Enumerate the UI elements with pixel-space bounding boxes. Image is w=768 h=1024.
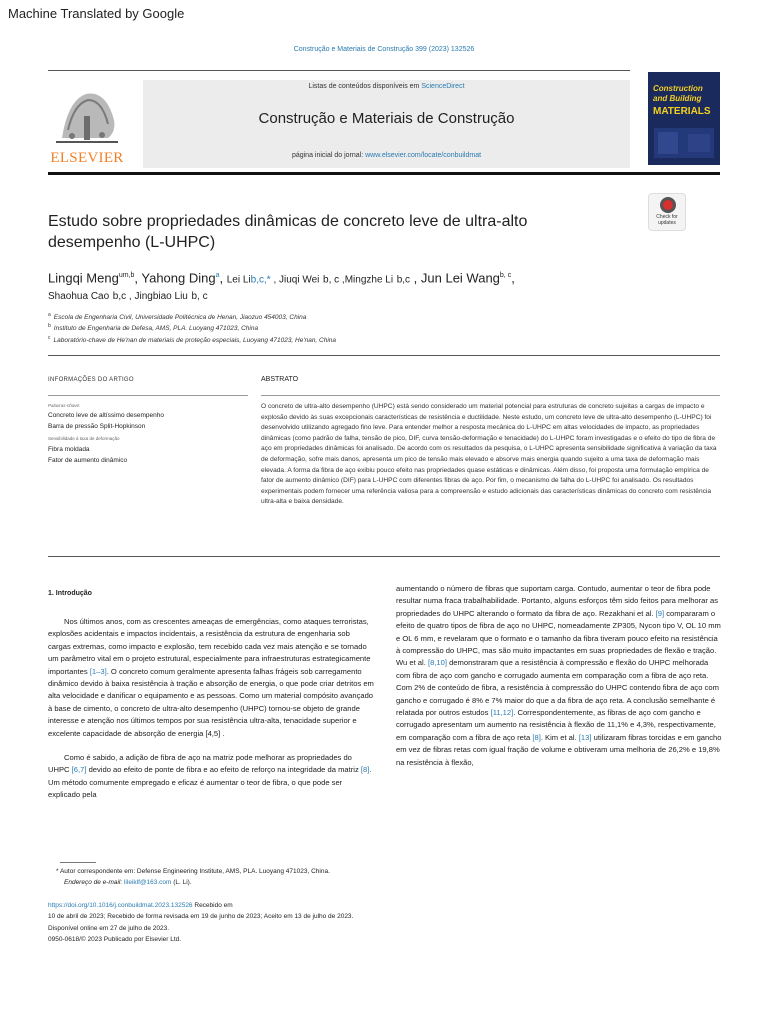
history-dates: 10 de abril de 2023; Recebido de forma revisada em 19 de junho de 2023; Aceito em 13 de julho de 2023. — [48, 913, 354, 921]
author-name[interactable]: Yahong Ding — [141, 270, 216, 286]
journal-homepage — [143, 152, 630, 159]
author-sep: , — [410, 270, 421, 286]
affiliation-text: Instituto de Engenharia de Defesa, AMS, PLA. Luoyang 471023, China — [53, 325, 259, 333]
affiliation-c — [48, 335, 336, 344]
header-thick-rule — [48, 172, 720, 175]
keyword-small-label: Sensibilidade à taxa de deformação — [48, 436, 120, 441]
author-name[interactable]: Lei Li — [226, 274, 251, 286]
author-sep: , — [511, 270, 515, 286]
cover-title-top — [653, 84, 703, 104]
author-name[interactable]: Mingzhe Li — [344, 274, 394, 286]
doi-link[interactable]: https://doi.org/10.1016/j.conbuildmat.2023.132526 — [48, 902, 193, 909]
author-name[interactable]: Jingbiao Liu — [134, 291, 188, 303]
abstract-heading: ABSTRATO — [261, 376, 299, 383]
author-affil-mark: um,b — [118, 272, 135, 279]
left-column — [48, 590, 374, 802]
affiliation-b — [48, 323, 258, 332]
author-list — [48, 268, 628, 304]
journal-header-box — [143, 80, 630, 168]
homepage-prefix: página inicial do jornal: — [291, 152, 364, 159]
check-for-updates-button[interactable] — [648, 193, 686, 231]
citation-link[interactable]: [9] — [655, 608, 665, 618]
intro-paragraph-1 — [48, 616, 374, 740]
author-name[interactable]: Lingqi Meng — [48, 270, 119, 286]
corresponding-author-note: * Autor correspondente em: Defense Engineering Institute, AMS, PLA. Luoyang 471023, China. — [56, 868, 330, 875]
online-date: Disponível online em 27 de julho de 2023. — [48, 924, 170, 932]
keyword-item: Fibra moldada — [48, 446, 90, 453]
author-affil-mark: b,c — [396, 274, 411, 286]
journal-title: Construção e Materiais de Construção — [258, 110, 515, 127]
citation-link[interactable]: [11,12] — [490, 708, 514, 718]
check-updates-icon — [660, 197, 676, 213]
paragraph-text: . Um método comumente empregado e eficaz é aumentar o teor de fibra, o que pode ser explicado pela — [48, 765, 372, 800]
header-rule — [48, 70, 630, 71]
intro-paragraph-3 — [396, 583, 722, 769]
article-title: Estudo sobre propriedades dinâmicas de concreto leve de ultra-alto desempenho (L-UHPC) — [48, 213, 528, 251]
affiliation-a — [48, 312, 306, 321]
keyword-item: Barra de pressão Split-Hopkinson — [48, 423, 146, 430]
check-updates-label — [649, 214, 685, 226]
email-label: Endereço de e-mail: — [64, 879, 123, 886]
right-column — [396, 583, 722, 769]
author-sep: , — [219, 270, 227, 286]
affiliation-mark: a — [48, 312, 51, 318]
affiliation-text: Laboratório-chave de He'nan de materiais de proteção especiais, Luoyang 471023, He'nan, China — [53, 337, 337, 345]
paragraph-text: demonstraram que a resistência à compressão e flexão do UHPC melhorada com fibra de aço com gancho e corrugado aumenta em comparação com a fibra de aço reta. Com 2% de conteúdo de fibra, a resistência à compressão do UHPC contendo fibra de aço com gancho e corrugado é 8% e 7% maior do que a da fibra de aço reta. A conclusão semelhante é relatada por outros estudos — [396, 658, 719, 718]
footnote-rule — [60, 862, 96, 863]
article-info-heading: INFORMAÇÕES DO ARTIGO — [48, 377, 134, 383]
elsevier-wordmark: ELSEVIER — [50, 150, 124, 166]
author-affil-mark[interactable]: b,c,* — [250, 274, 271, 286]
author-sep: , — [270, 274, 280, 286]
citation-link[interactable]: [8] — [532, 732, 541, 742]
citation-link[interactable]: [8,10] — [427, 658, 447, 668]
author-sep: , — [339, 274, 345, 286]
keyword-item: Fator de aumento dinâmico — [48, 457, 128, 464]
author-sep: , — [134, 270, 142, 286]
abstract-rule — [261, 395, 720, 396]
cover-title-main: MATERIALS — [653, 106, 711, 117]
author-affil-mark: b, c — [191, 291, 208, 303]
paragraph-text: . Correspondentemente, as fibras de aço com gancho e corrugado apresentam um aumento na resistência à flexão de 11,1% e 4,3%, respectivamente, em comparação com a fibra de aço reta — [396, 708, 716, 742]
section-heading-intro: 1. Introdução — [48, 590, 92, 597]
email-link[interactable]: lileiklf@163.com — [123, 879, 172, 886]
affiliation-mark: c — [48, 335, 51, 341]
check-updates-line-1: Check for — [656, 214, 678, 220]
doi-line — [48, 900, 448, 911]
copyright-line: 0950-0618/© 2023 Publicado por Elsevier Ltd. — [48, 936, 182, 944]
sciencedirect-link[interactable]: ScienceDirect — [421, 83, 465, 90]
machine-translation-banner: Machine Translated by Google — [8, 6, 185, 21]
journal-cover-image — [648, 72, 720, 165]
email-note — [64, 878, 192, 888]
paragraph-text: devido ao efeito de ponte de fibra e ao efeito de reforço na integridade da matriz — [88, 765, 359, 775]
contents-prefix: Listas de conteúdos disponíveis em — [308, 83, 420, 90]
received-label: Recebido em — [194, 902, 233, 909]
contents-availability — [143, 83, 630, 90]
affiliation-mark: b — [48, 323, 51, 329]
article-info-rule — [48, 395, 248, 396]
journal-citation-link[interactable]: Construção e Materiais de Construção 399 (2023) 132526 — [293, 46, 475, 53]
paragraph-text: aumentando o número de fibras que suportam carga. Contudo, aumentar o teor de fibra pode resultar numa fraca trabalhabilidade. Portanto, alguns esforços têm sido feitos para melhorar as propriedades do UHPC alterando o formato da fibra de aço. Rezakhani et al. — [396, 584, 719, 618]
author-name[interactable]: Jiuqi Wei — [279, 274, 320, 286]
article-meta — [48, 900, 448, 946]
author-affil-mark: b, c — [323, 274, 340, 286]
keywords-label: Palavras-chave: — [48, 403, 81, 408]
author-name[interactable]: Jun Lei Wang — [420, 270, 500, 286]
intro-paragraph-2 — [48, 752, 374, 802]
homepage-link[interactable]: www.elsevier.com/locate/conbuildmat — [365, 152, 482, 159]
abstract-bottom-rule — [48, 556, 720, 557]
author-affil-mark[interactable]: a — [215, 272, 220, 279]
check-updates-line-2: updates — [658, 220, 676, 226]
paragraph-text: utilizaram fibras torcidas e em gancho em vez de fibras retas com igual fração de volume e obtiveram uma melhoria de 26,2% e 19,8% na resistência à flexão, — [396, 732, 722, 767]
author-affil-mark: b,c — [112, 291, 127, 303]
citation-link[interactable]: [6,7] — [71, 765, 87, 775]
paragraph-text: Como é sabido, a adição de fibra de aço na matriz pode melhorar as propriedades do UHPC — [48, 753, 352, 775]
affiliation-text: Escola de Engenharia Civil, Universidade Politécnica de Henan, Jiaozuo 454003, China — [53, 314, 307, 322]
affiliations-rule — [48, 355, 720, 356]
author-sep: , — [126, 291, 135, 303]
paragraph-text: . O concreto comum geralmente apresenta falhas frágeis sob carregamento dinâmico devido à baixa resistência à tração e absorção de energia, o que pode criar detritos em alta velocidade e danificar o equipamento e as pessoas. Como um material compósito avançado à base de cimento, o concreto de ultra-alto desempenho (UHPC) tornou-se objeto de grande interesse e atenção nos últimos tempos por sua resistência ultra-alta, tenacidade superior e excelente capacidade de absorção de energia [4,5] . — [48, 666, 374, 738]
citation-link[interactable]: [8] — [360, 765, 370, 775]
keyword-item: Concreto leve de altíssimo desempenho — [48, 412, 164, 419]
paragraph-text: . Kim et al. — [540, 732, 577, 742]
email-suffix: (L. Li). — [173, 879, 192, 886]
citation-link[interactable]: [1–3] — [89, 666, 107, 676]
author-affil-mark: b, c — [499, 272, 512, 279]
author-name[interactable]: Shaohua Cao — [48, 291, 110, 303]
cover-line-1: Construction — [653, 84, 703, 93]
paragraph-text: Nos últimos anos, com as crescentes ameaças de emergências, como ataques terroristas, explosões acidentais e impactos incidentais, a resistência da estrutura de engenharia sob cargas extremas, como impacto e explosão, tem recebido cada vez mais atenção e se tornado um parâmetro vital em o projeto estrutural, especialmente para infraestruturas estrategicamente importantes — [48, 617, 371, 676]
paragraph-text: compararam o efeito de quatro tipos de fibra de aço no UHPC, nomeadamente ZP305, Nycon tipo V, OL 10 mm e OL 6 mm, e revelaram que o formato e o tamanho da fibra tiveram pouco efeito na resistência à compressão do UHPC, mas são muito impactantes em suas propriedades de flexão e tração. Wu et al. — [396, 608, 721, 668]
citation-link[interactable]: [13] — [578, 732, 592, 742]
cover-line-2: and Building — [653, 94, 702, 103]
abstract-text: O concreto de ultra-alto desempenho (UHPC) está sendo considerado um material potencial para estruturas de concreto sujeitas a cargas de impacto e explosão devido às suas excepcionais características de resistência e ductilidade. Neste estudo, um concreto leve de ultra-alto desempenho (L-UHPC) foi desenvolvido utilizando agregado fino leve. Para entender melhor a resposta mecânica do L-UHPC em altas velocidades de impacto, as propriedades dinâmicas (como padrão de falha, tensão de pico, DIF, curva tensão-deformação e tenacidade) do L-UHPC foram investigadas e o efeito do tipo de fibra de aço em propriedades dinâmicas foi analisado. De acordo com os resultados da pesquisa, o L-UHPC apresenta sensibilidade significativa à variação da taxa de deformação, sofre mais danos, apresenta um pico de tensão mais elevado e absorve mais energia quando sujeito a uma taxa de deformação mais elevada. A forma da fibra de aço exibiu pouco efeito nas propriedades quase estáticas e dinâmicas. Além disso, foi proposta uma formulação empírica de fator de aumento dinâmico (DIF) para L-UHPC com diferentes fibras de aço. Por fim, o mecanismo de falha do L-UHPC foi analisado. Os resultados experimentais podem fornecer uma referência valiosa para a compreensão e estudo adicionais das características dinâmicas do concreto com resistência ultra-alta e baixa densidade. — [261, 403, 717, 506]
